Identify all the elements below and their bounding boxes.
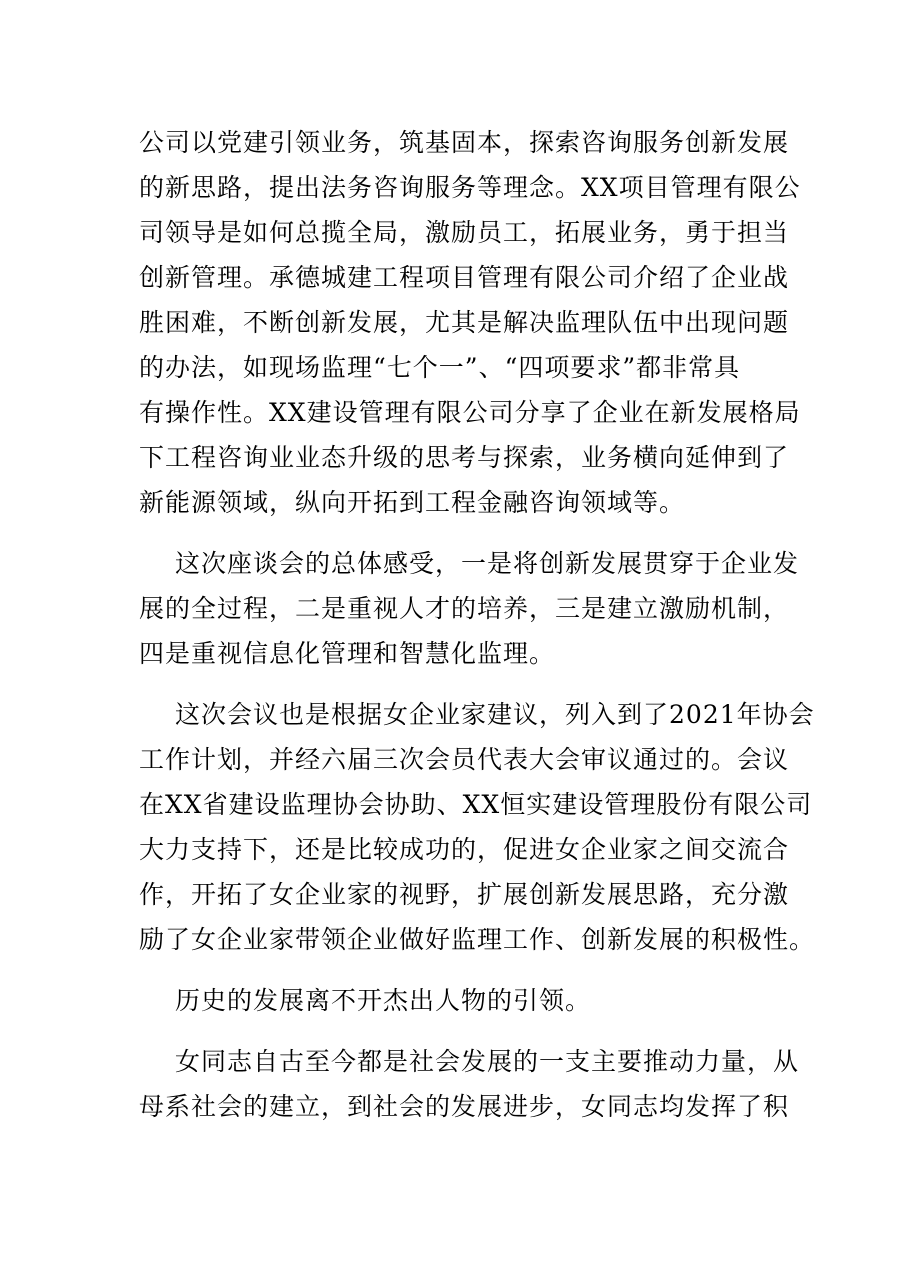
text-line: 下工程咨询业业态升级的思考与探索，业务横向延伸到了: [139, 443, 790, 472]
paragraph-2: [139, 541, 800, 676]
paragraph-4: [139, 978, 779, 1023]
paragraph-1: [139, 120, 801, 525]
text-line: 的办法，如现场监理“七个一”、“四项要求”都非常具: [139, 353, 741, 382]
text-line: 有操作性。XX建设管理有限公司分享了企业在新发展格局: [139, 398, 801, 427]
text-line: 母系社会的建立，到社会的发展进步，女同志均发挥了积: [139, 1092, 790, 1121]
paragraph-spacing: [139, 1023, 779, 1039]
text-line: 新能源领域，纵向开拓到工程金融咨询领域等。: [139, 488, 686, 517]
text-line: 女同志自古至今都是社会发展的一支主要推动力量，从: [175, 1047, 800, 1076]
text-line: 公司以党建引领业务，筑基固本，探索咨询服务创新发展: [139, 128, 790, 157]
document-body: [139, 120, 816, 1129]
paragraph-spacing: [139, 676, 779, 692]
text-line: 工作计划，并经六届三次会员代表大会审议通过的。会议: [139, 745, 790, 774]
paragraph-spacing: [139, 525, 779, 541]
paragraph-spacing: [139, 962, 779, 978]
text-line: 司领导是如何总揽全局，激励员工，拓展业务，勇于担当: [139, 218, 790, 247]
text-line: 创新管理。承德城建工程项目管理有限公司介绍了企业战: [139, 263, 790, 292]
text-line: 展的全过程，二是重视人才的培养，三是建立激励机制，: [139, 594, 790, 623]
text-line: 胜困难，不断创新发展，尤其是解决监理队伍中出现问题: [139, 308, 790, 337]
text-line: 在XX省建设监理协会协助、XX恒实建设管理股份有限公司: [139, 790, 813, 819]
text-line: 四是重视信息化管理和智慧化监理。: [139, 639, 556, 668]
paragraph-3: [139, 692, 816, 962]
text-line: 大力支持下，还是比较成功的，促进女企业家之间交流合: [139, 835, 790, 864]
paragraph-5: [139, 1039, 800, 1129]
text-line: 这次会议也是根据女企业家建议，列入到了2021年协会: [175, 700, 815, 729]
text-line: 作，开拓了女企业家的视野，扩展创新发展思路，充分激: [139, 880, 790, 909]
text-line: 历史的发展离不开杰出人物的引领。: [175, 986, 592, 1015]
text-line: 励了女企业家带领企业做好监理工作、创新发展的积极性。: [139, 925, 816, 954]
text-line: 的新思路，提出法务咨询服务等理念。XX项目管理有限公: [139, 173, 801, 202]
text-line: 这次座谈会的总体感受，一是将创新发展贯穿于企业发: [175, 549, 800, 578]
